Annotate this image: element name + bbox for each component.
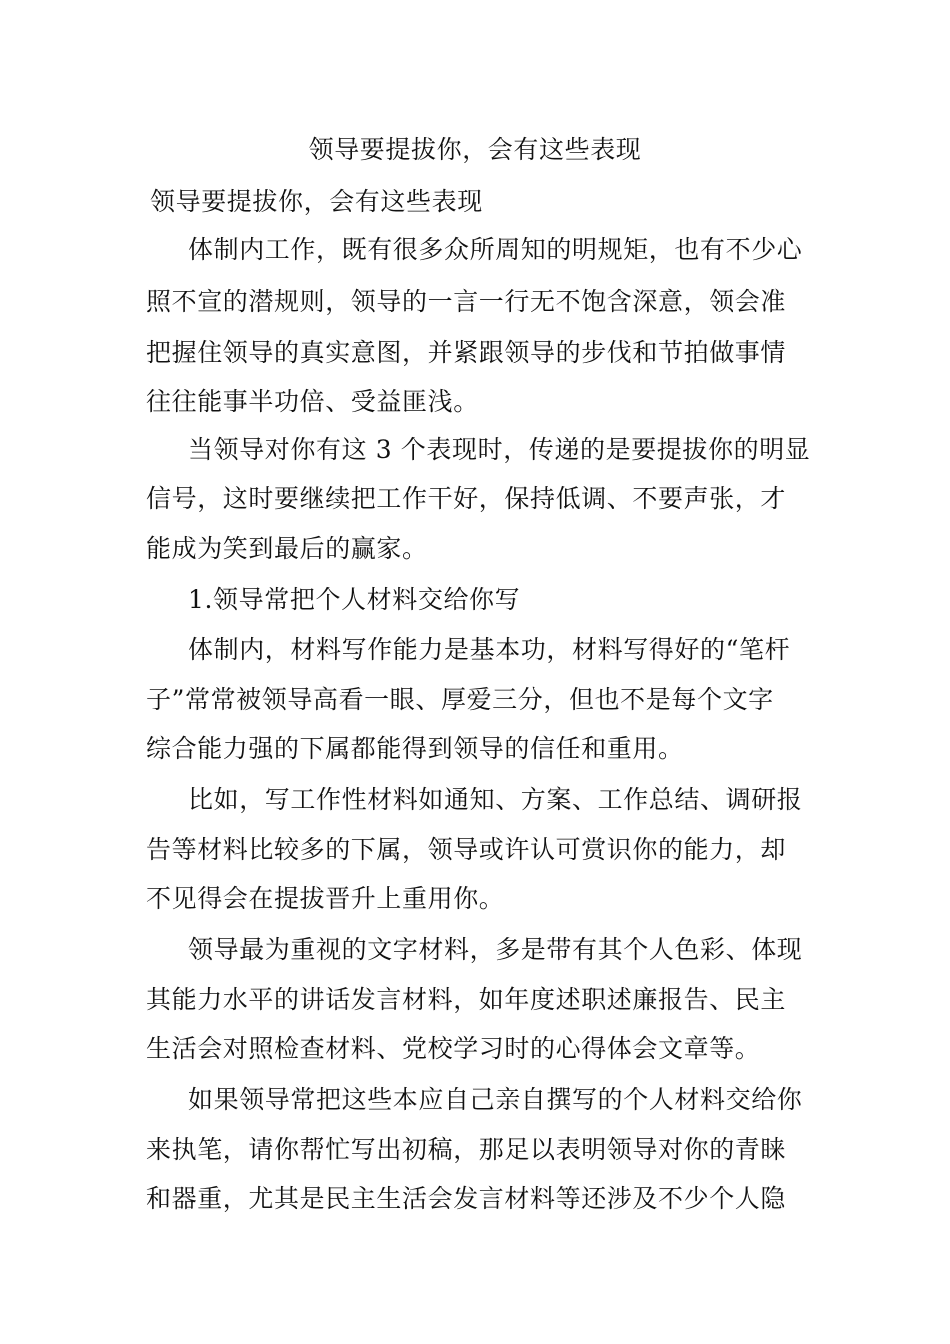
paragraph-line: 不见得会在提拔晋升上重用你。 [146,884,505,913]
section-heading: 1.领导常把个人材料交给你写 [188,585,521,614]
document-subtitle: 领导要提拔你，会有这些表现 [150,187,483,216]
paragraph-line: 其能力水平的讲话发言材料，如年度述职述廉报告、民主 [146,985,787,1014]
paragraph-line: 往往能事半功倍、受益匪浅。 [146,387,479,416]
paragraph-line: 和器重，尤其是民主生活会发言材料等还涉及不少个人隐 [146,1184,787,1213]
paragraph-line: 能成为笑到最后的赢家。 [146,534,428,563]
paragraph-line: 当领导对你有这 3 个表现时，传递的是要提拔你的明显 [188,435,811,464]
paragraph-line: 照不宣的潜规则，领导的一言一行无不饱含深意，领会准 [146,287,787,316]
paragraph-line: 告等材料比较多的下属，领导或许认可赏识你的能力，却 [146,835,787,864]
paragraph-line: 比如，写工作性材料如通知、方案、工作总结、调研报 [188,785,803,814]
paragraph-line: 领导最为重视的文字材料，多是带有其个人色彩、体现 [188,935,803,964]
paragraph-line: 体制内工作，既有很多众所周知的明规矩，也有不少心 [188,235,803,264]
paragraph-line: 把握住领导的真实意图，并紧跟领导的步伐和节拍做事情 [146,338,787,367]
paragraph-line: 来执笔，请你帮忙写出初稿，那足以表明领导对你的青睐 [146,1135,787,1164]
paragraph-line: 体制内，材料写作能力是基本功，材料写得好的“笔杆 [188,635,791,664]
paragraph-line: 生活会对照检查材料、党校学习时的心得体会文章等。 [146,1034,761,1063]
paragraph-line: 信号，这时要继续把工作干好，保持低调、不要声张，才 [146,484,787,513]
paragraph-line: 子”常常被领导高看一眼、厚爱三分，但也不是每个文字 [146,685,774,714]
paragraph-line: 如果领导常把这些本应自己亲自撰写的个人材料交给你 [188,1085,803,1114]
paragraph-line: 综合能力强的下属都能得到领导的信任和重用。 [146,734,684,763]
document-title: 领导要提拔你，会有这些表现 [308,135,642,164]
